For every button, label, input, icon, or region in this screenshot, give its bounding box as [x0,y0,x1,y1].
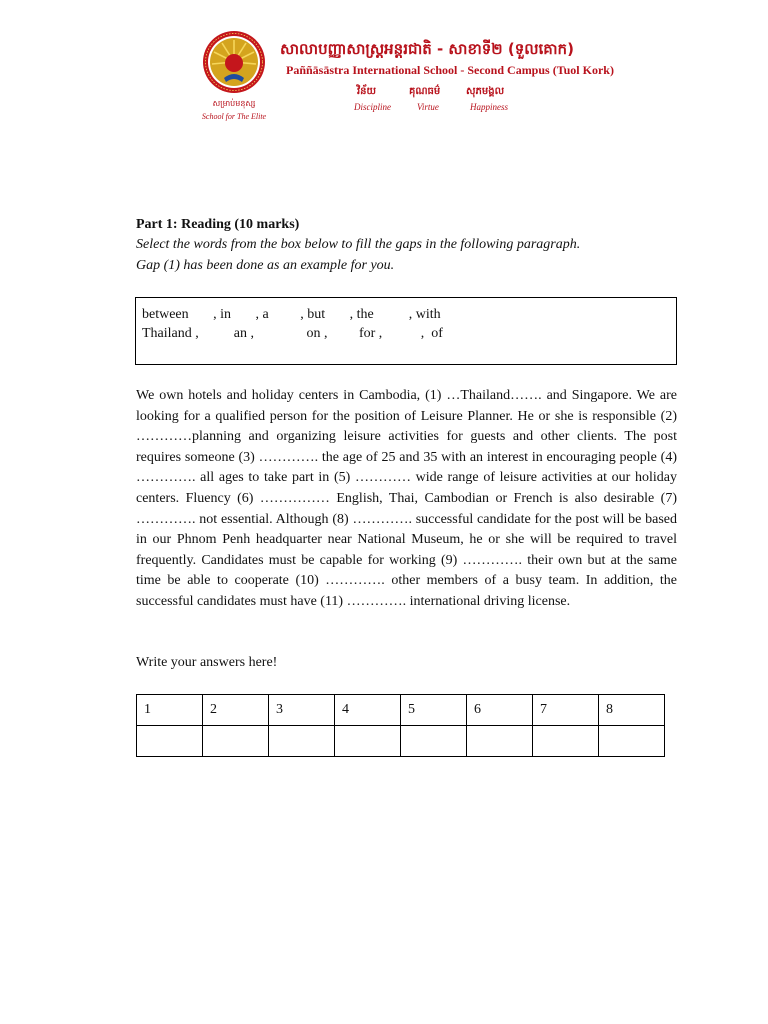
answer-number-cell: 6 [467,695,533,726]
instruction-line-1: Select the words from the box below to fill the gaps in the following paragraph. [136,237,581,252]
motto-virtue-khmer: គុណធម៌ [409,86,441,97]
reading-paragraph: We own hotels and holiday centers in Cambodia, (1) …Thailand……. and Singapore. We are looking for a qualified person for the position of Leisure Planner. He or she is responsible (2) …………planning and organizing leisure activities for guests and other clients. The post requires someone (3) …………. the age of 25 and 35 with an interest in encouraging people (4) …………. all ages to take part in (5) ………… wide range of leisure activities at our holiday centers. Fluency (6) …………… English, Thai, Cambodian or French is also desirable (7) …………. not essential. Although (8) …………. successful candidate for the post will be based in our Phnom Penh headquarter near National Museum, he or she will be required to travel frequently. Candidates must be capable for working (9) …………. their own but at the same time be able to cooperate (10) …………. other members of a busy team. In addition, the successful candidates must have (11) …………. international driving license. [136,388,677,609]
answer-number-row [137,695,665,726]
answer-entry-cell[interactable] [467,726,533,757]
answer-table [136,694,665,757]
word-bank-line-1: between , in , a , but , the , with [142,307,441,322]
school-name-khmer: សាលាបញ្ញាសាស្ត្រអន្តរជាតិ - សាខាទី២ (ទួលគោក) [280,40,574,58]
answer-number-cell: 3 [269,695,335,726]
word-bank-box [135,297,677,365]
logo-tagline: School for The Elite [201,112,267,121]
logo-khmer-caption: សម្រាប់មនុស្ស [212,99,256,108]
word-bank-line-2: Thailand , an , on , for , , of [142,326,443,341]
school-name-english: Paññāsāstra International School - Second Campus (Tuol Kork) [286,63,614,77]
answer-entry-cell[interactable] [335,726,401,757]
answer-number-cell: 2 [203,695,269,726]
instruction-line-2: Gap (1) has been done as an example for you. [136,258,395,273]
answer-number-cell: 1 [137,695,203,726]
motto-happiness-khmer: សុភមង្គល [466,86,505,97]
answer-entry-cell[interactable] [599,726,665,757]
motto-happiness-english: Happiness [470,102,508,112]
answer-entry-cell[interactable] [533,726,599,757]
motto-discipline-khmer: វិន័យ [357,86,377,97]
answer-number-cell: 5 [401,695,467,726]
answer-number-cell: 4 [335,695,401,726]
motto-discipline-english: Discipline [354,102,391,112]
answer-entry-row [137,726,665,757]
answer-number-cell: 7 [533,695,599,726]
school-header [196,26,616,126]
answer-entry-cell[interactable] [401,726,467,757]
part-heading: Part 1: Reading (10 marks) [136,217,300,232]
answer-entry-cell[interactable] [137,726,203,757]
school-crest-logo [202,30,266,94]
answer-prompt: Write your answers here! [136,655,278,670]
answer-entry-cell[interactable] [203,726,269,757]
answer-entry-cell[interactable] [269,726,335,757]
motto-virtue-english: Virtue [417,102,439,112]
answer-number-cell: 8 [599,695,665,726]
